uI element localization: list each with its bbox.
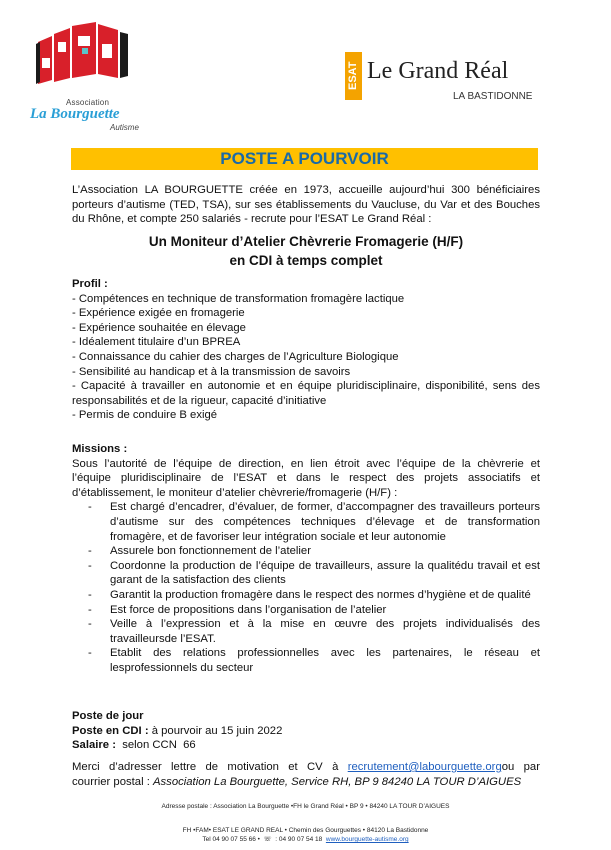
missions-intro-line: d’établissement, le moniteur d’atelier chèvrerie/fromagerie (H/F) : [72,486,398,499]
mission-item [72,617,540,646]
mission-line: - Veille à l’expression et à la mise en œuvre des projets individualisés des [110,618,540,631]
missions-list [72,500,540,675]
contact-text: courrier postal : [72,775,153,788]
missions-heading: Missions : [72,443,128,455]
mission-line: - Etablit des relations professionnelles avec les partenaires, le réseau et [110,647,540,660]
job-banner: POSTE A POURVOIR [71,148,538,170]
position-shift: Poste de jour [72,710,144,722]
profile-item: - Capacité à travailler en autonomie et en équipe pluridisciplinaire, disponibilité, sens des [72,380,540,393]
mission-line: - Est chargé d’encadrer, d’évaluer, de former, d’accompagner des travailleurs porteurs [110,501,540,514]
missions-intro-line: l’équipe pluridisciplinaire de l’ESAT et dans le respect des projets associatifs et [72,472,540,485]
postal-address: Association La Bourguette, Service RH, BP 9 84240 LA TOUR D’AIGUES [153,775,522,788]
mission-line: travailleursde l’ESAT. [110,632,216,645]
profile-item: - Permis de conduire B exigé [72,409,218,422]
houses-logo-icon [30,22,145,102]
contact-line [72,775,540,790]
recruitment-email-link[interactable]: recrutement@labourguette.org [347,761,502,773]
footer-phone-web [0,835,611,844]
profile-item: responsabilités et de la rigueur, capacité d’initiative [72,394,327,407]
contact-text: Merci d’adresser lettre de motivation et CV à [72,761,348,773]
mission-item [72,544,540,559]
mission-line: fromagère, et de favoriser leur intégration sociale et leur autonomie [110,530,446,543]
position-details [72,709,540,753]
mission-line: garant de la satisfaction des clients [110,574,286,587]
contact-paragraph [72,760,540,789]
profile-item: - Expérience exigée en fromagerie [72,307,245,320]
mission-line: - Assurele bon fonctionnement de l’atelier [110,545,311,558]
esat-subtitle: LA BASTIDONNE [453,91,533,102]
mission-item [72,588,540,603]
position-contract [72,724,540,739]
intro-line: du Rhône, et compte 250 salariés - recrute pour l’ESAT Le Grand Réal : [72,213,432,226]
salary-label: Salaire : [72,739,116,752]
job-title [72,232,540,270]
footer-website-link[interactable]: www.bourguette-autisme.org [325,836,409,843]
mission-item [72,559,540,588]
logo-association-subtitle: Autisme [110,123,139,132]
mission-item [72,500,540,544]
mission-line: d’autisme sur des compétences techniques d’élevage et de transformation [110,515,540,528]
mission-line: - Est force de propositions dans l’organisation de l’atelier [110,603,387,616]
esat-title: Le Grand Réal [367,58,509,84]
esat-badge: ESAT [345,52,362,100]
job-title-line2: en CDI à temps complet [229,253,383,268]
missions-intro-line: Sous l’autorité de l’équipe de direction, en lien étroit avec l’équipe de la chèvrerie et [72,457,540,470]
contact-text: ou par [501,761,540,773]
mission-line: - Garantit la production fromagère dans le respect des normes d’hygiène et de qualité [110,588,531,601]
la-bourguette-logo [30,22,145,132]
footer-phone: Tel 04 90 07 55 66 • ☏ : 04 90 07 54 18 [202,836,326,843]
profile-item: - Expérience souhaitée en élevage [72,321,246,334]
mission-item [72,646,540,675]
position-salary [72,738,540,753]
profile-item: - Connaissance du cahier des charges de l’Agriculture Biologique [72,350,399,363]
profile-item: - Compétences en technique de transformation fromagère lactique [72,292,405,305]
intro-paragraph [72,183,540,227]
job-title-line1: Un Moniteur d’Atelier Chèvrerie Fromagerie (H/F) [148,234,464,249]
mission-line: - Coordonne la production de l’équipe de travailleurs, assure la qualitédu travail et est [110,559,540,572]
profile-heading: Profil : [72,278,108,290]
logo-association-label: Association [66,98,110,107]
contract-label: Poste en CDI : [72,724,149,737]
footer-address: FH •FAM• ESAT LE GRAND REAL • Chemin des Gourguettes • 84120 La Bastidonne [182,827,429,834]
profile-section [72,277,540,423]
mission-item [72,603,540,618]
contract-value: à pourvoir au 15 juin 2022 [148,724,283,737]
esat-logo [345,52,545,112]
profile-item: - Sensibilité au handicap et à la transmission de savoirs [72,365,351,378]
contact-line [72,760,540,775]
intro-line: porteurs d’autisme (TED, TSA), sur ses établissements du Vaucluse, du Var et des Bouches [72,198,540,211]
profile-item: - Idéalement titulaire d’un BPREA [72,336,241,349]
logo-association-name: La Bourguette [30,106,120,122]
salary-value: selon CCN 66 [115,739,196,752]
footer-postal-address: Adresse postale : Association La Bourguette •FH le Grand Réal • BP 9 • 84240 LA TOUR D’AIGUES [161,803,450,810]
footer-contact [0,826,611,844]
intro-line: L’Association LA BOURGUETTE créée en 1973, accueille aujourd’hui 300 bénéficiaires [72,184,540,196]
missions-section [72,442,540,676]
mission-line: lesprofessionnels du secteur [110,661,254,674]
